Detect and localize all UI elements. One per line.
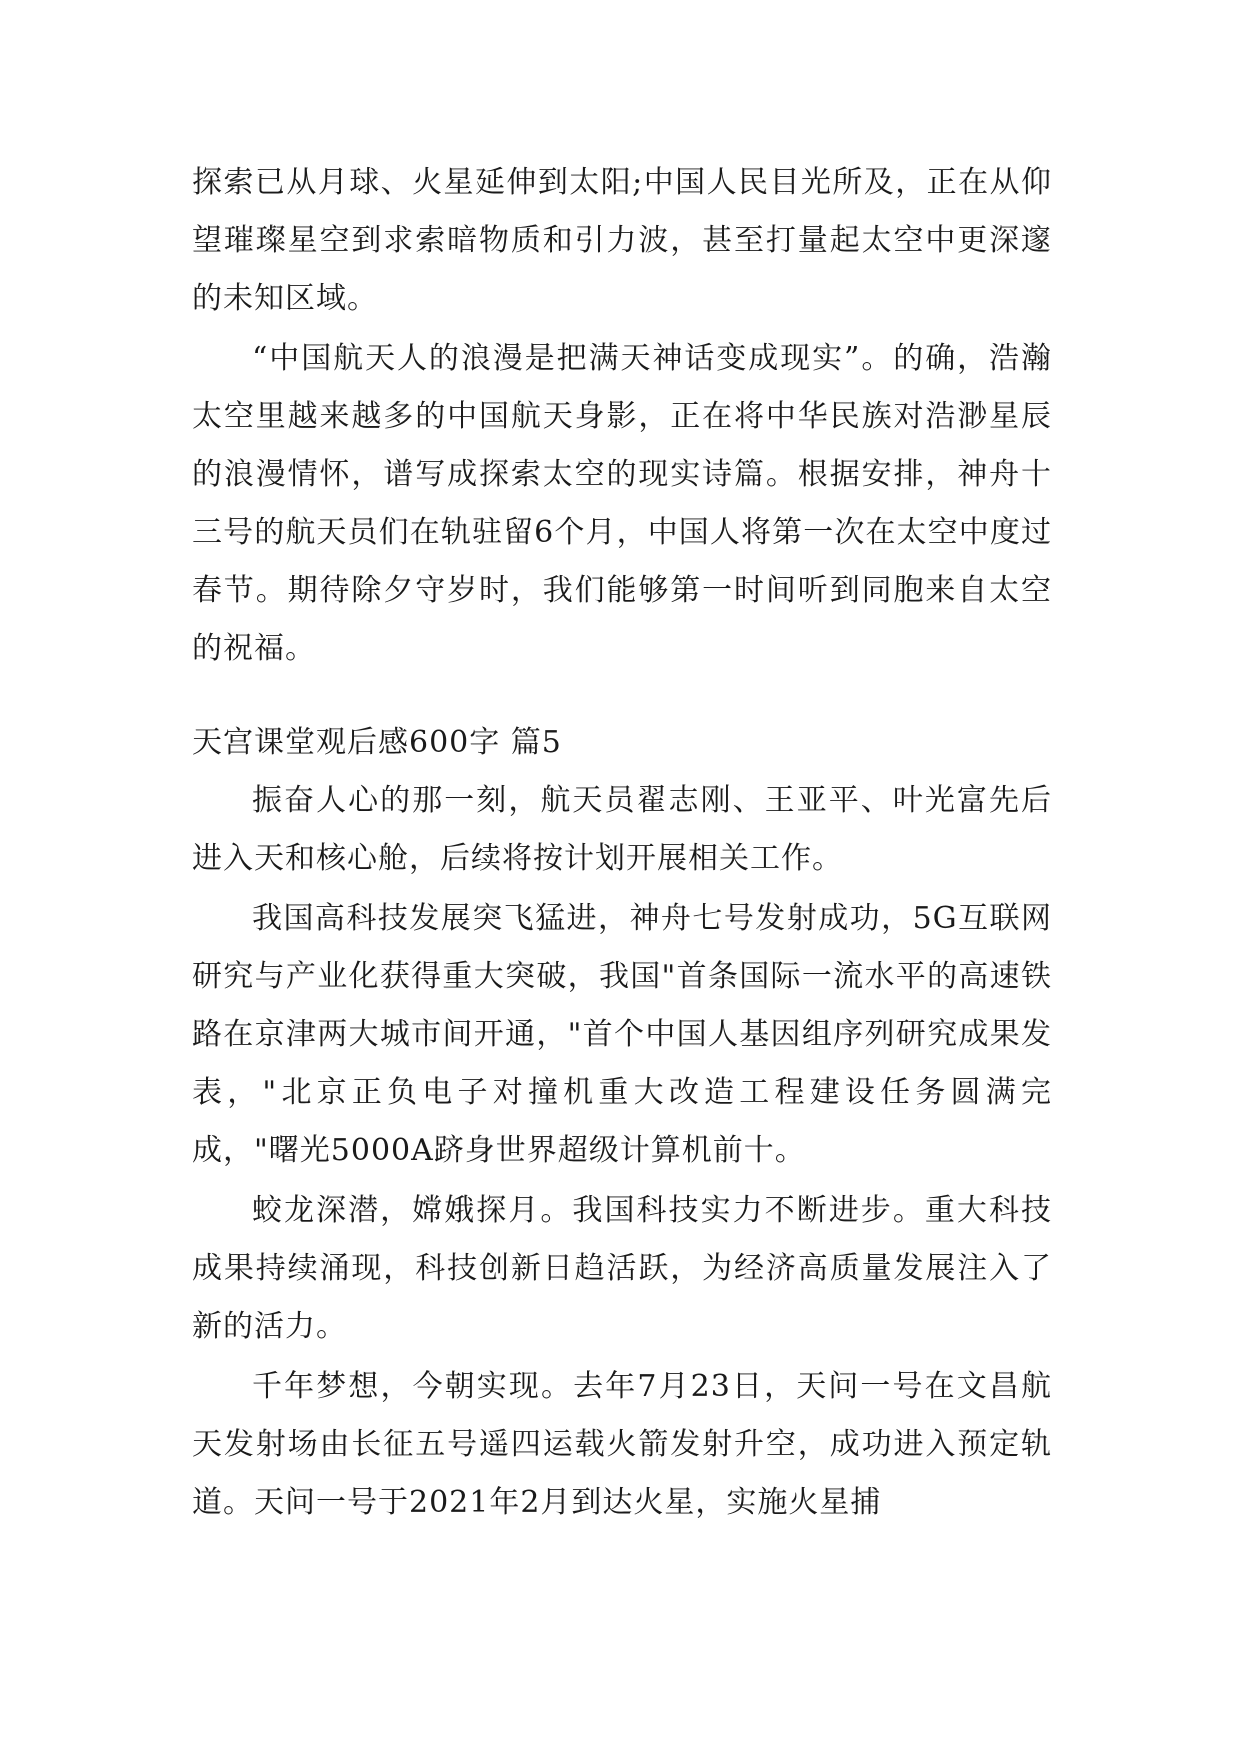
paragraph-tech-progress: 我国高科技发展突飞猛进，神舟七号发射成功，5G互联网研究与产业化获得重大突破，我国"首条国际一流水平的高速铁路在京津两大城市间开通，"首个中国人基因组序列研究成果发表，"北京正负电子对撞机重大改造工程建设任务圆满完成，"曙光5000A跻身世界超级计算机前十。: [192, 901, 1052, 1168]
document-body: [192, 154, 1052, 1534]
paragraph-romance-quote: “中国航天人的浪漫是把满天神话变成现实”。的确，浩瀚太空里越来越多的中国航天身影，正在将中华民族对浩渺星辰的浪漫情怀，谱写成探索太空的现实诗篇。根据安排，神舟十三号的航天员们在轨驻留6个月，中国人将第一次在太空中度过春节。期待除夕守岁时，我们能够第一时间听到同胞来自太空的祝福。: [192, 341, 1052, 666]
paragraph-astronauts: 振奋人心的那一刻，航天员翟志刚、王亚平、叶光富先后进入天和核心舱，后续将按计划开展相关工作。: [192, 783, 1052, 876]
paragraph-deep-dive: 蛟龙深潜，嫦娥探月。我国科技实力不断进步。重大科技成果持续涌现，科技创新日趋活跃，为经济高质量发展注入了新的活力。: [192, 1193, 1052, 1344]
paragraph-tianwen: 千年梦想，今朝实现。去年7月23日，天问一号在文昌航天发射场由长征五号遥四运载火箭发射升空，成功进入预定轨道。天问一号于2021年2月到达火星，实施火星捕: [192, 1369, 1052, 1520]
paragraph-continuation: 探索已从月球、火星延伸到太阳;中国人民目光所及，正在从仰望璀璨星空到求索暗物质和引力波，甚至打量起太空中更深邃的未知区域。: [192, 165, 1052, 316]
section-heading: 天宫课堂观后感600字 篇5: [192, 725, 562, 760]
